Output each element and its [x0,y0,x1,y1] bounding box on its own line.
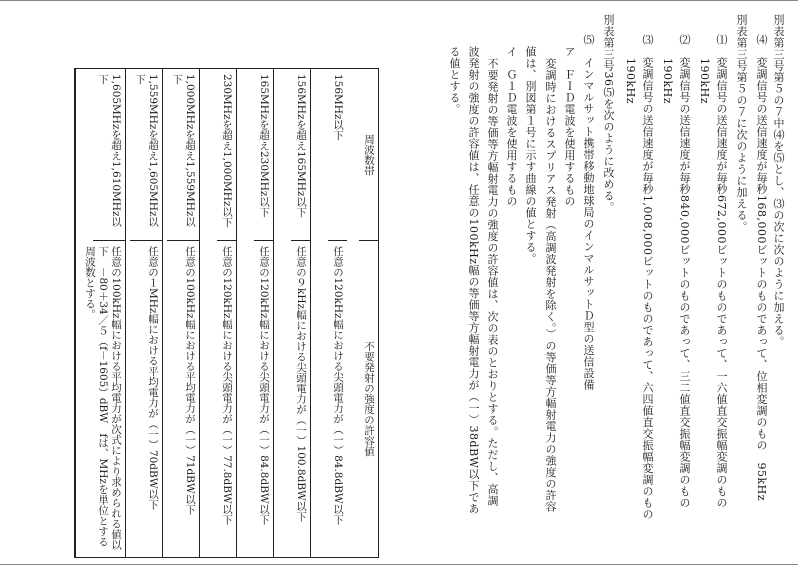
line-amend-5-7-add: 別表第三号第５の７に次のように加える。 [735,14,748,233]
line-sub-i-body-2: 波発射の強度の許容値は、任意の100kHz幅の等価等方輻射電力が（一）38dBW以下であ [467,46,480,515]
row-limit: 任意の120kHz幅における尖頭電力が（一）77.8dBW以下 [221,246,233,525]
row-band: 156MHzを超え165MHz以下 [291,69,310,241]
line-sub-a: ア ＦＩＤ電波を使用するもの [563,46,576,207]
line-sub-i: イ Ｇ１Ｄ電波を使用するもの [505,46,518,207]
table-row [236,69,273,557]
row-band: 1,559MHzを超え1,605MHz以下 [130,69,162,241]
line-item-3-bandwidth: 190kHz [624,58,637,105]
line-amend-5-7: 別表第三号第５の７中⑷を⑸とし、⑶の次に次のように加える。 [772,14,785,348]
row-limit: 任意の100kHz幅における平均電力が（一）71dBW以下 [184,246,196,515]
line-sub-i-body-1: 不要発射の等価等方輻射電力の強度の許容値は、次の表のとおりとする。ただし、高調 [486,58,499,507]
row-band: 156MHz以下 [328,69,347,241]
row-band: 1,605MHzを超え1,610MHz以下 [93,69,125,241]
row-limit: 任意の100kHz幅における平均電力が次式により求められる値以下 －80＋34／５（f－1605）dBW fは、MHzを単位とする周波数とする。 [84,246,122,550]
table-row [273,69,310,557]
table-row [310,69,347,557]
line-sub-a-body-2: 値は、別図第１号に示す曲線の値とする。 [524,46,537,265]
line-item-4: ⑷ 変調信号の送信速度が毎秒168,000ビットのものであって、位相変調のもの 95kHz [755,34,768,502]
row-band: 1,000MHzを超え1,559MHz以下 [167,69,199,241]
row-limit: 任意の120kHz幅における尖頭電力が（一）84.8dBW以下 [332,246,344,525]
line-amend-36-5: 別表第三号36⑸を次のように改める。 [602,14,615,213]
table-row [199,69,236,557]
line-sub-i-body-3: る値とする。 [448,46,461,115]
line-item-3: ⑶ 変調信号の送信速度が毎秒1,008,000ビットのものであって、六四値直交振幅変調のもの [641,34,654,520]
line-item-1: ⑴ 変調信号の送信速度が毎秒672,000ビットのものであって、一六値直交振幅変調のもの [715,34,728,509]
table-header-column [347,69,378,557]
emission-limit-table [74,68,379,558]
line-item-2: ⑵ 変調信号の送信速度が毎秒840,000ビットのものであって、三二値直交振幅変調のもの [678,34,691,509]
line-sub-a-body-1: 変調時におけるスプリアス発射（高調波発射を除く。）の等価等方輻射電力の強度の許容 [544,58,557,513]
table-row [125,69,162,557]
table-row [162,69,199,557]
line-item-5: ⑸ インマルサット携帯移動地球局のインマルサットＤ型の送信設備 [582,34,595,391]
top-rule [0,0,798,1]
line-item-1-bandwidth: 190kHz [698,58,711,105]
row-limit: 任意の９kHz幅における尖頭電力が（一）100.8dBW以下 [295,246,307,522]
header-limit: 不要発射の強度の許容値 [363,341,375,457]
row-band: 165MHzを超え230MHz以下 [254,69,273,241]
table-row [75,69,125,557]
header-frequency-band: 周波数帯 [359,69,378,241]
line-item-2-bandwidth: 190kHz [661,58,674,105]
row-limit: 任意の１MHz幅における平均電力が（一）70dBW以下 [147,246,159,510]
row-limit: 任意の120kHz幅における尖頭電力が（一）84.8dBW以下 [258,246,270,525]
row-band: 230MHzを超え1,000MHz以下 [217,69,236,241]
bottom-rule [0,564,798,565]
